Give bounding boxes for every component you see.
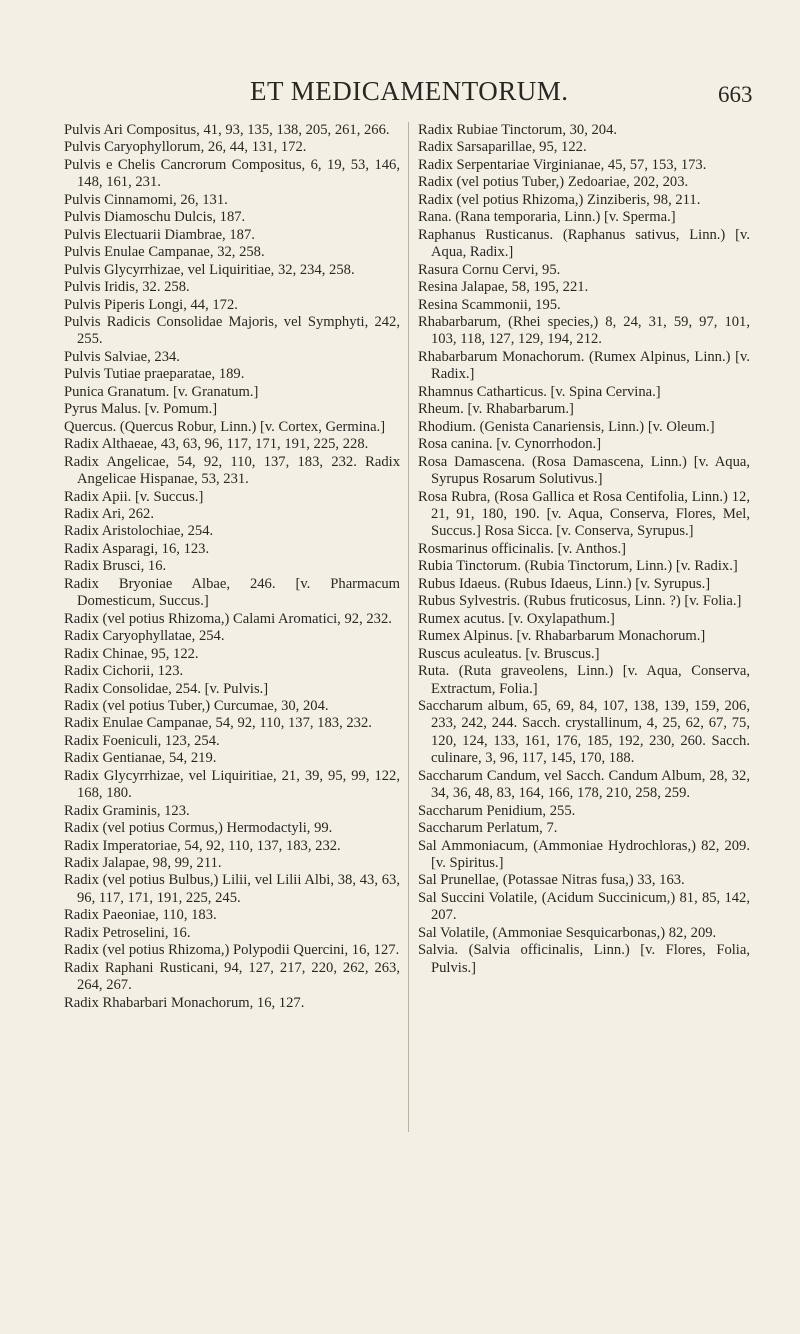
index-entry: Radix Imperatoriae, 54, 92, 110, 137, 183, 232.	[64, 837, 341, 854]
index-entry: Radix Angelicae, 54, 92, 110, 137, 183, 232. Radix Angelicae Hispanae, 53, 231.	[64, 453, 400, 488]
index-entry: Sal Prunellae, (Potassae Nitras fusa,) 33, 163.	[418, 872, 685, 889]
index-entry: Quercus. (Quercus Robur, Linn.) [v. Cortex, Germina.]	[64, 418, 386, 435]
index-entry: Rubus Sylvestris. (Rubus fruticosus, Linn. ?) [v. Folia.]	[418, 593, 742, 610]
index-entry: Radix Raphani Rusticani, 94, 127, 217, 220, 262, 263, 264, 267.	[64, 959, 400, 994]
index-entry: Pyrus Malus. [v. Pomum.]	[64, 401, 218, 418]
index-column-left	[64, 122, 400, 1012]
index-entry: Radix (vel potius Bulbus,) Lilii, vel Lilii Albi, 38, 43, 63, 96, 117, 171, 191, 225, 245.	[64, 872, 400, 906]
index-entry: Resina Scammonii, 195.	[418, 296, 561, 313]
index-entry: Radix Serpentariae Virginianae, 45, 57, 153, 173.	[418, 156, 707, 173]
index-entry: Radix Paeoniae, 110, 183.	[64, 907, 217, 924]
index-entry: Rhabarbarum Monachorum. (Rumex Alpinus, Linn.) [v. Radix.]	[418, 348, 750, 383]
index-entry: Pulvis Enulae Campanae, 32, 258.	[64, 244, 265, 261]
page-header	[0, 76, 800, 110]
index-entry: Raphanus Rusticanus. (Raphanus sativus, Linn.) [v. Aqua, Radix.]	[418, 226, 750, 261]
index-entry: Radix Petroselini, 16.	[64, 924, 191, 941]
index-entry: Sal Volatile, (Ammoniae Sesquicarbonas,) 82, 209.	[418, 924, 717, 941]
index-entry: Pulvis Iridis, 32. 258.	[64, 279, 190, 296]
index-entry: Rumex Alpinus. [v. Rhabarbarum Monachorum.]	[418, 628, 706, 645]
index-entry: Radix Althaeae, 43, 63, 96, 117, 171, 191, 225, 228.	[64, 436, 369, 453]
index-entry: Pulvis Glycyrrhizae, vel Liquiritiae, 32, 234, 258.	[64, 261, 355, 278]
index-entry: Radix Brusci, 16.	[64, 558, 167, 575]
index-entry: Rubus Idaeus. (Rubus Idaeus, Linn.) [v. Syrupus.]	[418, 575, 711, 592]
index-entry: Radix Graminis, 123.	[64, 802, 190, 819]
index-entry: Pulvis Ari Compositus, 41, 93, 135, 138, 205, 261, 266.	[64, 122, 390, 138]
index-entry: Saccharum Candum, vel Sacch. Candum Album, 28, 32, 34, 36, 48, 83, 164, 166, 178, 210, 258, 259.	[418, 767, 750, 802]
index-entry: Rosa canina. [v. Cynorrhodon.]	[418, 436, 602, 453]
index-entry: Radix Rhabarbari Monachorum, 16, 127.	[64, 994, 305, 1011]
index-entry: Rana. (Rana temporaria, Linn.) [v. Sperma.]	[418, 209, 676, 226]
index-entry: Radix (vel potius Cormus,) Hermodactyli, 99.	[64, 820, 333, 837]
index-entry: Rhodium. (Genista Canariensis, Linn.) [v. Oleum.]	[418, 418, 715, 435]
index-entry: Sal Ammoniacum, (Ammoniae Hydrochloras,) 82, 209. [v. Spiritus.]	[418, 837, 750, 872]
index-entry: Sal Succini Volatile, (Acidum Succinicum,) 81, 85, 142, 207.	[418, 889, 750, 924]
index-entry: Pulvis Tutiae praeparatae, 189.	[64, 366, 245, 383]
index-entry: Radix (vel potius Rhizoma,) Polypodii Quercini, 16, 127.	[64, 942, 400, 959]
index-entry: Punica Granatum. [v. Granatum.]	[64, 383, 259, 400]
index-entry: Radix Gentianae, 54, 219.	[64, 750, 217, 767]
index-entry: Saccharum Penidium, 255.	[418, 802, 576, 819]
index-entry: Radix Caryophyllatae, 254.	[64, 628, 225, 645]
index-entry: Radix Consolidae, 254. [v. Pulvis.]	[64, 680, 269, 697]
index-entry: Radix Foeniculi, 123, 254.	[64, 732, 220, 749]
index-entry: Rubia Tinctorum. (Rubia Tinctorum, Linn.) [v. Radix.]	[418, 558, 738, 575]
index-entry: Radix Rubiae Tinctorum, 30, 204.	[418, 122, 618, 138]
index-entry: Saccharum Perlatum, 7.	[418, 820, 558, 837]
index-entry: Pulvis e Chelis Cancrorum Compositus, 6, 19, 53, 146, 148, 161, 231.	[64, 156, 400, 191]
index-entry: Radix Ari, 262.	[64, 505, 154, 522]
index-entry: Ruscus aculeatus. [v. Bruscus.]	[418, 645, 600, 662]
index-entry: Saccharum album, 65, 69, 84, 107, 138, 139, 159, 206, 233, 242, 244. Sacch. crystallinum, 4, 25, 62, 67, 75, 120, 124, 133, 161, 176, 185, 192, 230, 260. Sacch. culinare, 3, 96, 117, 145, 170, 188.	[418, 697, 750, 767]
index-entry: Rasura Cornu Cervi, 95.	[418, 261, 561, 278]
index-entry: Pulvis Diamoschu Dulcis, 187.	[64, 209, 246, 226]
index-entry: Pulvis Cinnamomi, 26, 131.	[64, 191, 228, 208]
index-entry: Radix Jalapae, 98, 99, 211.	[64, 855, 222, 872]
index-entry: Rosmarinus officinalis. [v. Anthos.]	[418, 540, 626, 557]
index-entry: Pulvis Piperis Longi, 44, 172.	[64, 296, 238, 313]
index-entry: Pulvis Salviae, 234.	[64, 348, 180, 365]
index-entry: Radix Bryoniae Albae, 246. [v. Pharmacum Domesticum, Succus.]	[64, 575, 400, 610]
index-entry: Ruta. (Ruta graveolens, Linn.) [v. Aqua, Conserva, Extractum, Folia.]	[418, 663, 750, 697]
index-entry: Pulvis Radicis Consolidae Majoris, vel Symphyti, 242, 255.	[64, 313, 400, 348]
page-number: 663	[718, 82, 753, 107]
index-entry: Radix Apii. [v. Succus.]	[64, 488, 204, 505]
index-entry: Radix (vel potius Tuber,) Zedoariae, 202, 203.	[418, 174, 689, 191]
index-entry: Rhabarbarum, (Rhei species,) 8, 24, 31, 59, 97, 101, 103, 118, 127, 129, 194, 212.	[418, 313, 750, 348]
index-entry: Resina Jalapae, 58, 195, 221.	[418, 279, 589, 296]
index-entry: Radix Sarsaparillae, 95, 122.	[418, 139, 587, 156]
index-entry: Rosa Rubra, (Rosa Gallica et Rosa Centifolia, Linn.) 12, 21, 91, 180, 190. [v. Aqua, Conserva, Flores, Mel, Succus.] Rosa Sicca. [v. Conserva, Syrupus.]	[418, 488, 750, 540]
index-entry: Pulvis Electuarii Diambrae, 187.	[64, 226, 255, 243]
running-title: ET MEDICAMENTORUM.	[250, 76, 569, 106]
index-entry: Radix Chinae, 95, 122.	[64, 645, 199, 662]
index-entry: Radix (vel potius Rhizoma,) Zinziberis, 98, 211.	[418, 191, 701, 208]
index-entry: Rhamnus Catharticus. [v. Spina Cervina.]	[418, 383, 661, 400]
index-entry: Pulvis Caryophyllorum, 26, 44, 131, 172.	[64, 139, 307, 156]
index-entry: Rumex acutus. [v. Oxylapathum.]	[418, 610, 615, 627]
index-entry: Rheum. [v. Rhabarbarum.]	[418, 401, 574, 418]
index-entry: Radix (vel potius Rhizoma,) Calami Aromatici, 92, 232.	[64, 610, 392, 627]
index-entry: Radix (vel potius Tuber,) Curcumae, 30, 204.	[64, 697, 329, 714]
index-entry: Radix Glycyrrhizae, vel Liquiritiae, 21, 39, 95, 99, 122, 168, 180.	[64, 767, 400, 802]
index-entry: Salvia. (Salvia officinalis, Linn.) [v. Flores, Folia, Pulvis.]	[418, 942, 750, 976]
index-entry: Radix Enulae Campanae, 54, 92, 110, 137, 183, 232.	[64, 715, 372, 732]
index-entry: Radix Cichorii, 123.	[64, 663, 184, 680]
column-divider	[408, 122, 409, 1132]
index-entry: Rosa Damascena. (Rosa Damascena, Linn.) [v. Aqua, Syrupus Rosarum Solutivus.]	[418, 453, 750, 488]
index-column-right	[418, 122, 750, 977]
index-entry: Radix Aristolochiae, 254.	[64, 523, 214, 540]
index-entry: Radix Asparagi, 16, 123.	[64, 540, 210, 557]
